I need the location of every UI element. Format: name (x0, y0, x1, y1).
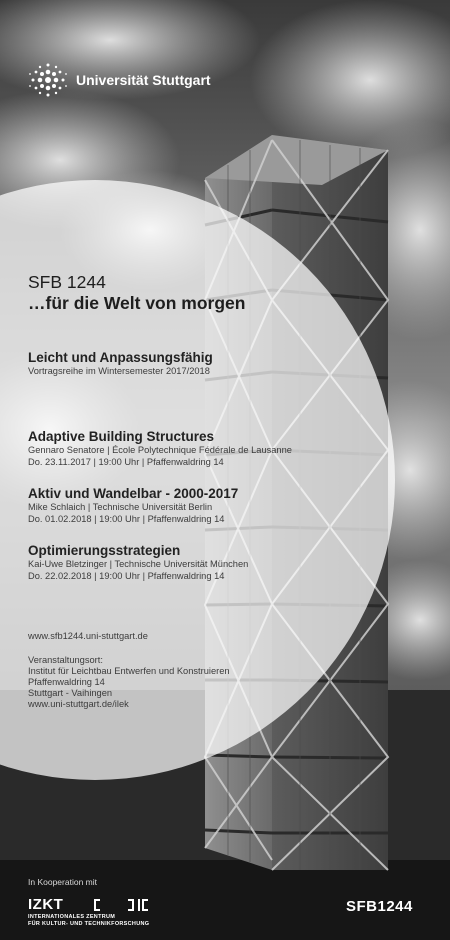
venue-line: Pfaffenwaldring 14 (28, 677, 105, 687)
series-heading: Leicht und Anpassungsfähig (28, 350, 213, 365)
sfb-logo: SFB1244 (346, 898, 413, 915)
venue-label: Veranstaltungsort: (28, 655, 103, 665)
partner-name-line: INTERNATIONALES ZENTRUM (28, 914, 116, 920)
lecture-details: Do. 22.02.2018 | 19:00 Uhr | Pfaffenwaldring 14 (28, 571, 225, 581)
partner-name-line: FÜR KULTUR- UND TECHNIKFORSCHUNG (28, 921, 150, 927)
lecture-speaker: Mike Schlaich | Technische Universität Berlin (28, 502, 213, 512)
poster-title: SFB 1244 (28, 272, 106, 292)
university-name: Universität Stuttgart (76, 72, 211, 88)
partner-logo-text: IZKT (28, 896, 64, 913)
lecture-details: Do. 01.02.2018 | 19:00 Uhr | Pfaffenwaldring 14 (28, 514, 225, 524)
lecture-title: Aktiv und Wandelbar - 2000-2017 (28, 486, 239, 501)
university-logo-icon (26, 60, 70, 100)
lecture-title: Adaptive Building Structures (28, 429, 215, 444)
partner-logo-icon (92, 898, 156, 912)
lecture-details: Do. 23.11.2017 | 19:00 Uhr | Pfaffenwaldring 14 (28, 457, 224, 467)
lecture-speaker: Kai-Uwe Bletzinger | Technische Universität München (28, 559, 249, 569)
venue-line: Institut für Leichtbau Entwerfen und Konstruieren (28, 666, 230, 676)
lecture-title: Optimierungsstrategien (28, 543, 181, 558)
lecture-speaker: Gennaro Senatore | École Polytechnique Fédérale de Lausanne (28, 445, 292, 455)
venue-line: Stuttgart - Vaihingen (28, 688, 113, 698)
series-subtitle: Vortragsreihe im Wintersemester 2017/2018 (28, 366, 210, 376)
cooperation-label: In Kooperation mit (28, 877, 97, 887)
venue-link[interactable]: www.uni-stuttgart.de/ilek (28, 699, 129, 709)
poster-subtitle: …für die Welt von morgen (28, 293, 246, 313)
website-link[interactable]: www.sfb1244.uni-stuttgart.de (28, 631, 148, 641)
